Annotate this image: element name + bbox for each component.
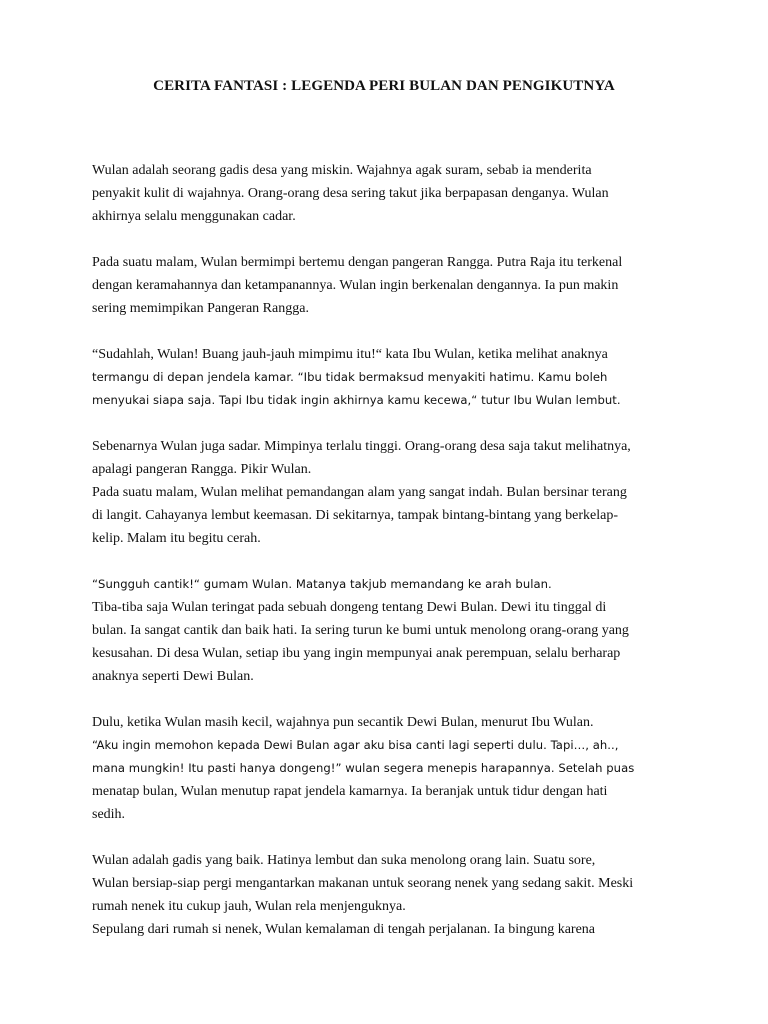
text-line: Wulan adalah gadis yang baik. Hatinya lembut dan suka menolong orang lain. Suatu sore, bbox=[92, 853, 596, 868]
text-line: rumah nenek itu cukup jauh, Wulan rela menjenguknya. bbox=[92, 899, 406, 914]
text-line: sering memimpikan Pangeran Rangga. bbox=[92, 301, 309, 316]
text-line: Pada suatu malam, Wulan bermimpi bertemu dengan pangeran Rangga. Putra Raja itu terkenal bbox=[92, 255, 623, 270]
text-line: kelip. Malam itu begitu cerah. bbox=[92, 531, 261, 546]
text-line: mana mungkin! Itu pasti hanya dongeng!” wulan segera menepis harapannya. Setelah puas bbox=[92, 761, 635, 775]
document-body bbox=[92, 159, 682, 941]
text-line: termangu di depan jendela kamar. “Ibu tidak bermaksud menyakiti hatimu. Kamu boleh bbox=[92, 370, 608, 384]
paragraph bbox=[92, 849, 682, 941]
paragraph bbox=[92, 251, 682, 320]
text-line: “Aku ingin memohon kepada Dewi Bulan agar aku bisa canti lagi seperti dulu. Tapi…, ah.., bbox=[92, 738, 619, 752]
text-line: akhirnya selalu menggunakan cadar. bbox=[92, 209, 296, 224]
text-line: menyukai siapa saja. Tapi Ibu tidak ingin akhirnya kamu kecewa,“ tutur Ibu Wulan lembut. bbox=[92, 393, 621, 407]
paragraph bbox=[92, 159, 682, 228]
document-title: CERITA FANTASI : LEGENDA PERI BULAN DAN PENGIKUTNYA bbox=[153, 78, 615, 94]
paragraph bbox=[92, 573, 682, 688]
text-line: Sepulang dari rumah si nenek, Wulan kemalaman di tengah perjalanan. Ia bingung karena bbox=[92, 922, 596, 937]
paragraph bbox=[92, 435, 682, 550]
text-line: penyakit kulit di wajahnya. Orang-orang desa sering takut jika berpapasan denganya. Wulan bbox=[92, 186, 609, 201]
text-line: Dulu, ketika Wulan masih kecil, wajahnya pun secantik Dewi Bulan, menurut Ibu Wulan. bbox=[92, 715, 594, 730]
text-line: bulan. Ia sangat cantik dan baik hati. Ia sering turun ke bumi untuk menolong orang-orang yang bbox=[92, 623, 629, 638]
text-line: anaknya seperti Dewi Bulan. bbox=[92, 669, 254, 684]
text-line: Wulan bersiap-siap pergi mengantarkan makanan untuk seorang nenek yang sedang sakit. Meski bbox=[92, 876, 634, 891]
text-line: apalagi pangeran Rangga. Pikir Wulan. bbox=[92, 462, 312, 477]
text-line: kesusahan. Di desa Wulan, setiap ibu yang ingin mempunyai anak perempuan, selalu berharap bbox=[92, 646, 621, 661]
text-line: di langit. Cahayanya lembut keemasan. Di sekitarnya, tampak bintang-bintang yang berkelap- bbox=[92, 508, 618, 523]
text-line: Tiba-tiba saja Wulan teringat pada sebuah dongeng tentang Dewi Bulan. Dewi itu tinggal di bbox=[92, 600, 607, 615]
paragraph bbox=[92, 711, 682, 826]
text-line: Wulan adalah seorang gadis desa yang miskin. Wajahnya agak suram, sebab ia menderita bbox=[92, 163, 592, 178]
text-line: Sebenarnya Wulan juga sadar. Mimpinya terlalu tinggi. Orang-orang desa saja takut melihatnya, bbox=[92, 439, 631, 454]
text-line: Pada suatu malam, Wulan melihat pemandangan alam yang sangat indah. Bulan bersinar terang bbox=[92, 485, 627, 500]
text-line: “Sudahlah, Wulan! Buang jauh-jauh mimpimu itu!“ kata Ibu Wulan, ketika melihat anaknya bbox=[92, 347, 608, 362]
paragraph bbox=[92, 343, 682, 412]
text-line: “Sungguh cantik!“ gumam Wulan. Matanya takjub memandang ke arah bulan. bbox=[92, 577, 552, 591]
text-line: menatap bulan, Wulan menutup rapat jendela kamarnya. Ia beranjak untuk tidur dengan hati bbox=[92, 784, 608, 799]
text-line: dengan keramahannya dan ketampanannya. Wulan ingin berkenalan dengannya. Ia pun makin bbox=[92, 278, 619, 293]
text-line: sedih. bbox=[92, 807, 126, 822]
